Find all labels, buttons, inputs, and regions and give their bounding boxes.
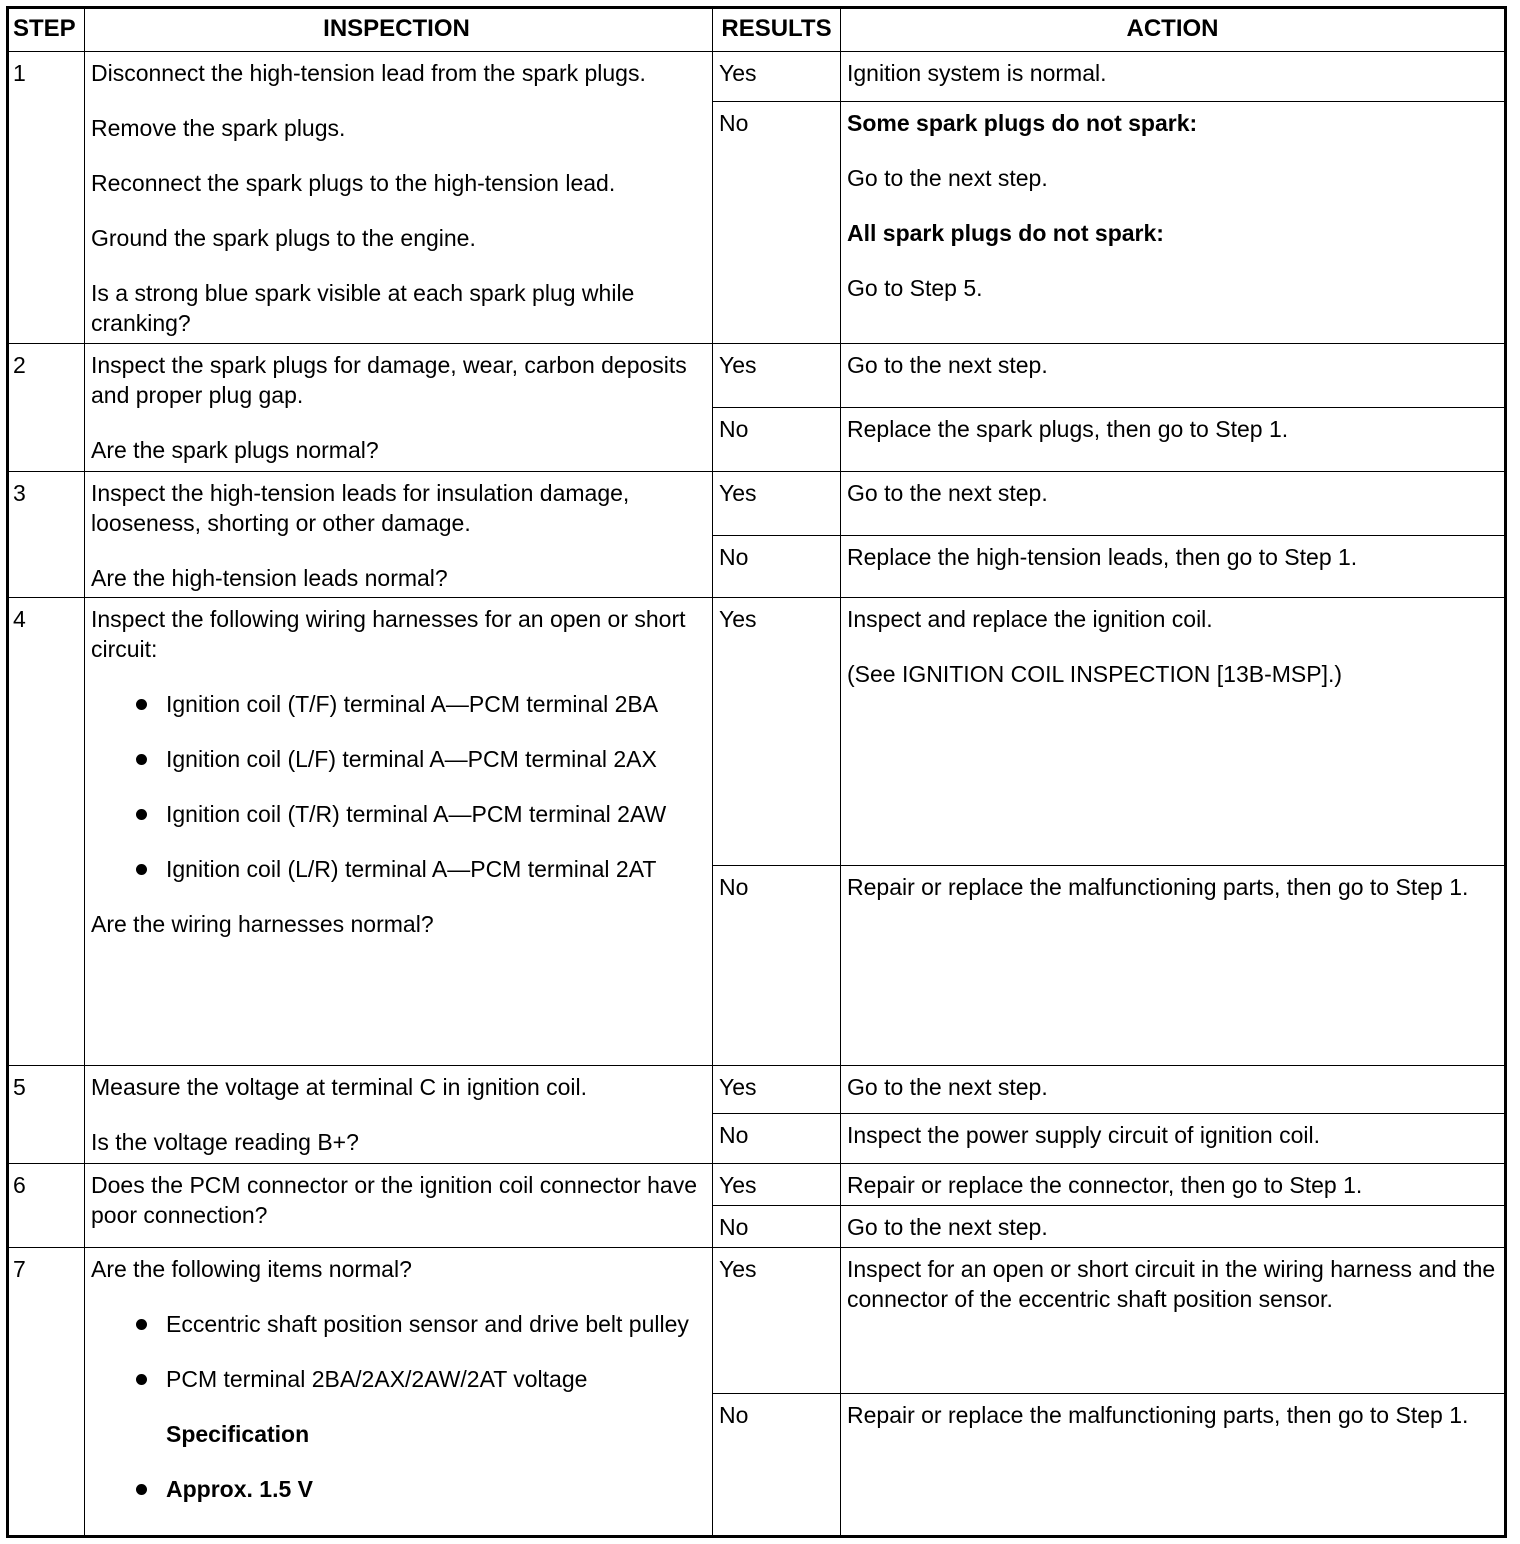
result-yes — [713, 344, 840, 408]
result-no — [713, 408, 840, 472]
inspection-cell — [85, 344, 713, 471]
bullet-item: Approx. 1.5 V — [91, 1474, 702, 1504]
text-paragraph: Ground the spark plugs to the engine. — [91, 225, 476, 251]
bullet-item: Ignition coil (L/F) terminal A—PCM terminal 2AX — [91, 744, 702, 774]
text-paragraph: Reconnect the spark plugs to the high-tension lead. — [91, 170, 616, 196]
result-label: Yes — [719, 1074, 757, 1100]
result-label: Yes — [719, 60, 757, 86]
text-paragraph: All spark plugs do not spark: — [847, 220, 1164, 246]
text-paragraph: Go to the next step. — [847, 165, 1048, 191]
action-text — [841, 52, 1504, 88]
text-paragraph: Are the wiring harnesses normal? — [91, 911, 434, 937]
results-cell — [713, 344, 841, 471]
text-paragraph: Inspect the following wiring harnesses for an open or short circuit: — [91, 606, 686, 662]
action-cell — [841, 472, 1504, 597]
result-no — [713, 1394, 840, 1535]
step-number: 7 — [9, 1248, 85, 1535]
text-paragraph: Are the high-tension leads normal? — [91, 565, 448, 591]
text-paragraph: Are the spark plugs normal? — [91, 437, 379, 463]
step-row — [9, 1164, 1504, 1248]
text-paragraph: Measure the voltage at terminal C in ignition coil. — [91, 1074, 588, 1100]
text-paragraph: Inspect the spark plugs for damage, wear, carbon deposits and proper plug gap. — [91, 352, 687, 408]
action-no — [841, 1394, 1504, 1535]
action-text — [841, 536, 1504, 572]
result-no — [713, 1114, 840, 1164]
action-text — [841, 1114, 1504, 1150]
action-no — [841, 866, 1504, 1066]
step-number: 6 — [9, 1164, 85, 1247]
text-paragraph: Go to the next step. — [847, 480, 1048, 506]
action-no — [841, 1114, 1504, 1164]
text-paragraph: Inspect and replace the ignition coil. — [847, 606, 1213, 632]
text-paragraph: Go to the next step. — [847, 352, 1048, 378]
step-number: 1 — [9, 52, 85, 343]
results-cell — [713, 598, 841, 1065]
text-paragraph: Is the voltage reading B+? — [91, 1129, 359, 1155]
result-yes — [713, 598, 840, 866]
result-no — [713, 536, 840, 598]
inspection-cell — [85, 1164, 713, 1247]
text-paragraph: Replace the spark plugs, then go to Step 1. — [847, 416, 1289, 442]
header-action: ACTION — [1126, 15, 1219, 42]
action-text — [841, 1206, 1504, 1242]
action-cell — [841, 344, 1504, 471]
action-text — [841, 408, 1504, 444]
bullet-item: Ignition coil (T/F) terminal A—PCM terminal 2BA — [91, 689, 702, 719]
action-no — [841, 536, 1504, 598]
text-paragraph: Repair or replace the malfunctioning parts, then go to Step 1. — [847, 1402, 1469, 1428]
inspection-cell — [85, 598, 713, 1065]
action-text — [841, 472, 1504, 508]
step-number: 5 — [9, 1066, 85, 1163]
text-paragraph: Are the following items normal? — [91, 1256, 412, 1282]
action-cell — [841, 1248, 1504, 1535]
action-no — [841, 1206, 1504, 1248]
result-label: Yes — [719, 1256, 757, 1282]
action-yes — [841, 472, 1504, 536]
text-paragraph: Some spark plugs do not spark: — [847, 110, 1198, 136]
header-inspection: INSPECTION — [85, 9, 713, 51]
result-label: No — [719, 544, 749, 570]
step-number: 3 — [9, 472, 85, 597]
result-label: No — [719, 1122, 749, 1148]
result-yes — [713, 1164, 840, 1206]
text-paragraph: Disconnect the high-tension lead from the spark plugs. — [91, 60, 646, 86]
action-yes — [841, 598, 1504, 866]
result-label: Yes — [719, 352, 757, 378]
text-paragraph: Go to Step 5. — [847, 275, 983, 301]
action-text — [841, 1066, 1504, 1102]
result-label: No — [719, 416, 749, 442]
bullet-item: Eccentric shaft position sensor and drive belt pulley — [91, 1309, 702, 1339]
result-no — [713, 102, 840, 344]
action-text — [841, 344, 1504, 380]
action-cell — [841, 1066, 1504, 1163]
results-cell — [713, 1248, 841, 1535]
step-row — [9, 472, 1504, 598]
header-row — [9, 9, 1504, 52]
text-paragraph: Ignition system is normal. — [847, 60, 1107, 86]
action-no — [841, 408, 1504, 472]
results-cell — [713, 1066, 841, 1163]
text-paragraph: Repair or replace the malfunctioning parts, then go to Step 1. — [847, 874, 1469, 900]
results-cell — [713, 1164, 841, 1247]
action-yes — [841, 1066, 1504, 1114]
action-yes — [841, 344, 1504, 408]
text-paragraph: Specification — [166, 1421, 310, 1447]
action-text — [841, 598, 1504, 689]
action-yes — [841, 52, 1504, 102]
action-text — [841, 1248, 1504, 1314]
action-cell — [841, 52, 1504, 343]
result-yes — [713, 52, 840, 102]
text-paragraph: Inspect the high-tension leads for insulation damage, looseness, shorting or other damage. — [91, 480, 630, 536]
text-paragraph: Remove the spark plugs. — [91, 115, 346, 141]
action-text — [841, 866, 1504, 902]
bullet-item: Ignition coil (T/R) terminal A—PCM terminal 2AW — [91, 799, 702, 829]
text-paragraph: Inspect for an open or short circuit in the wiring harness and the connector of the eccentric shaft position sensor. — [847, 1256, 1496, 1312]
action-text — [841, 1164, 1504, 1200]
inspection-cell — [85, 52, 713, 343]
bullet-item: PCM terminal 2BA/2AX/2AW/2AT voltage — [91, 1364, 702, 1394]
text-paragraph: Repair or replace the connector, then go to Step 1. — [847, 1172, 1363, 1198]
action-yes — [841, 1248, 1504, 1394]
text-paragraph: (See IGNITION COIL INSPECTION [13B-MSP].) — [847, 661, 1343, 687]
text-paragraph: Replace the high-tension leads, then go to Step 1. — [847, 544, 1358, 570]
action-text — [841, 102, 1504, 303]
result-no — [713, 866, 840, 1066]
header-results: RESULTS — [713, 9, 841, 51]
step-row — [9, 1066, 1504, 1164]
step-row — [9, 1248, 1504, 1535]
action-yes — [841, 1164, 1504, 1206]
step-row — [9, 52, 1504, 344]
inspection-cell — [85, 1248, 713, 1535]
result-yes — [713, 472, 840, 536]
results-cell — [713, 472, 841, 597]
step-row — [9, 344, 1504, 472]
result-label: Yes — [719, 480, 757, 506]
step-row — [9, 598, 1504, 1066]
troubleshooting-table — [6, 6, 1507, 1538]
text-paragraph: Go to the next step. — [847, 1214, 1048, 1240]
step-number: 4 — [9, 598, 85, 1065]
text-paragraph: Is a strong blue spark visible at each spark plug while cranking? — [91, 280, 635, 336]
action-text — [841, 1394, 1504, 1430]
result-label: Yes — [719, 1172, 757, 1198]
step-number: 2 — [9, 344, 85, 471]
action-cell — [841, 1164, 1504, 1247]
text-paragraph: Does the PCM connector or the ignition coil connector have poor connection? — [91, 1172, 697, 1228]
text-paragraph: Inspect the power supply circuit of ignition coil. — [847, 1122, 1321, 1148]
result-yes — [713, 1066, 840, 1114]
text-paragraph: Go to the next step. — [847, 1074, 1048, 1100]
inspection-cell — [85, 472, 713, 597]
result-label: No — [719, 874, 749, 900]
inspection-cell — [85, 1066, 713, 1163]
result-label: No — [719, 110, 749, 136]
action-no — [841, 102, 1504, 344]
action-cell — [841, 598, 1504, 1065]
header-step: STEP — [9, 9, 85, 51]
result-yes — [713, 1248, 840, 1394]
result-no — [713, 1206, 840, 1248]
results-cell — [713, 52, 841, 343]
bullet-item: Ignition coil (L/R) terminal A—PCM terminal 2AT — [91, 854, 702, 884]
result-label: No — [719, 1214, 749, 1240]
result-label: No — [719, 1402, 749, 1428]
result-label: Yes — [719, 606, 757, 632]
